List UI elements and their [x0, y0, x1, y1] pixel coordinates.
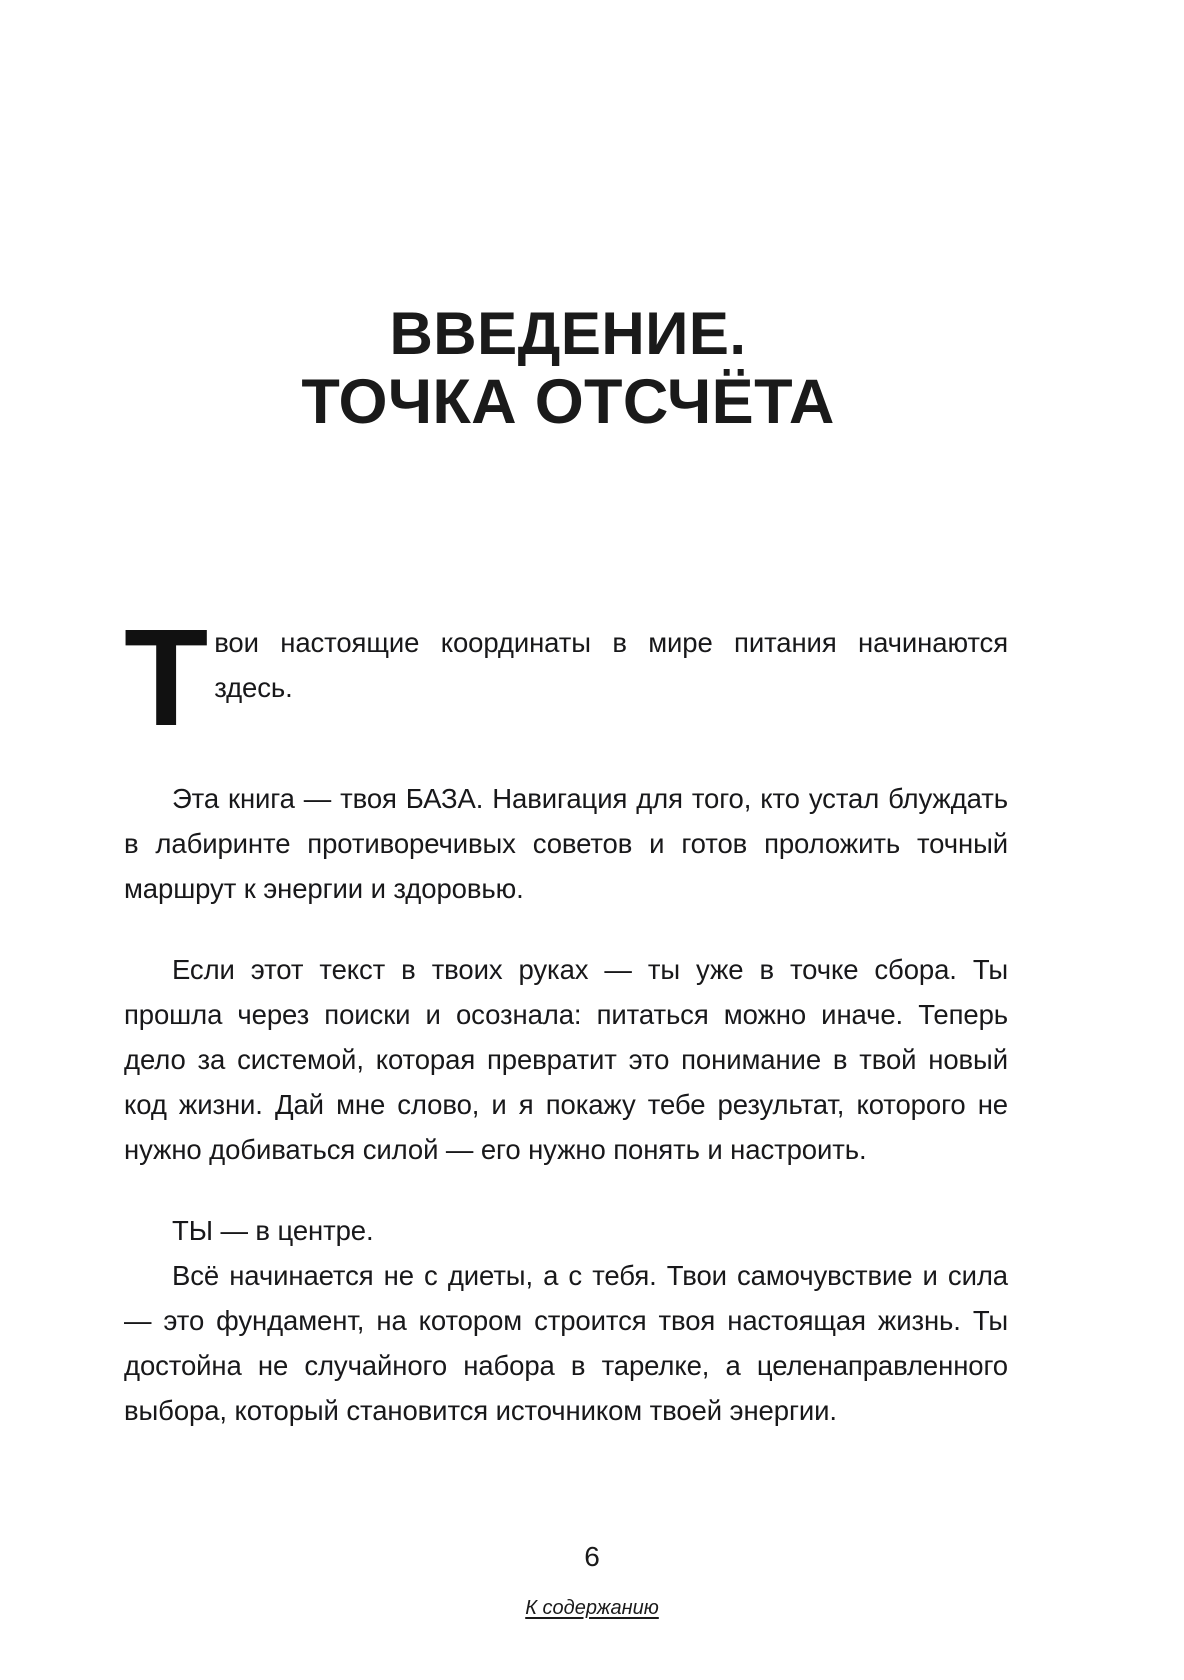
paragraph-2 — [124, 776, 1008, 911]
body-content — [124, 601, 1008, 1433]
title-line-2: ТОЧКА ОТСЧЁТА — [301, 367, 835, 438]
page-footer — [0, 1543, 1184, 1620]
drop-cap-letter: Т — [124, 601, 209, 755]
paragraph-4 — [124, 1208, 1008, 1253]
paragraph-1-text: вои настоящие координаты в мире питания начинаются здесь. — [214, 627, 1008, 703]
paragraph-3 — [124, 947, 1008, 1172]
page-number: 6 — [584, 1541, 600, 1572]
page-title — [118, 300, 1018, 438]
paragraph-3-text: Если этот текст в твоих руках — ты уже в точке сбора. Ты прошла через поиски и осознала: питаться можно иначе. Теперь дело за системой, которая превратит это понимание в твой новый код жизни. Дай мне слово, и я покажу тебе результат, которого не нужно добиваться силой — его нужно понять и настроить. — [124, 954, 1008, 1165]
paragraph-2-text: Эта книга — твоя БАЗА. Навигация для того, кто устал блуждать в лабиринте противоречивых советов и готов проложить точный маршрут к энергии и здоровью. — [124, 783, 1008, 904]
table-of-contents-link[interactable]: К содержанию — [525, 1597, 659, 1619]
paragraph-5 — [124, 1253, 1008, 1433]
title-line-1: ВВЕДЕНИЕ. — [389, 300, 747, 367]
paragraph-1 — [124, 601, 1008, 755]
paragraph-4-text: ТЫ — в центре. — [172, 1215, 374, 1246]
paragraph-5-text: Всё начинается не с диеты, а с тебя. Твои самочувствие и сила — это фундамент, на котором строится твоя настоящая жизнь. Ты достойна не случайного набора в тарелке, а целенаправленного выбора, который становится источником твоей энергии. — [124, 1260, 1008, 1426]
